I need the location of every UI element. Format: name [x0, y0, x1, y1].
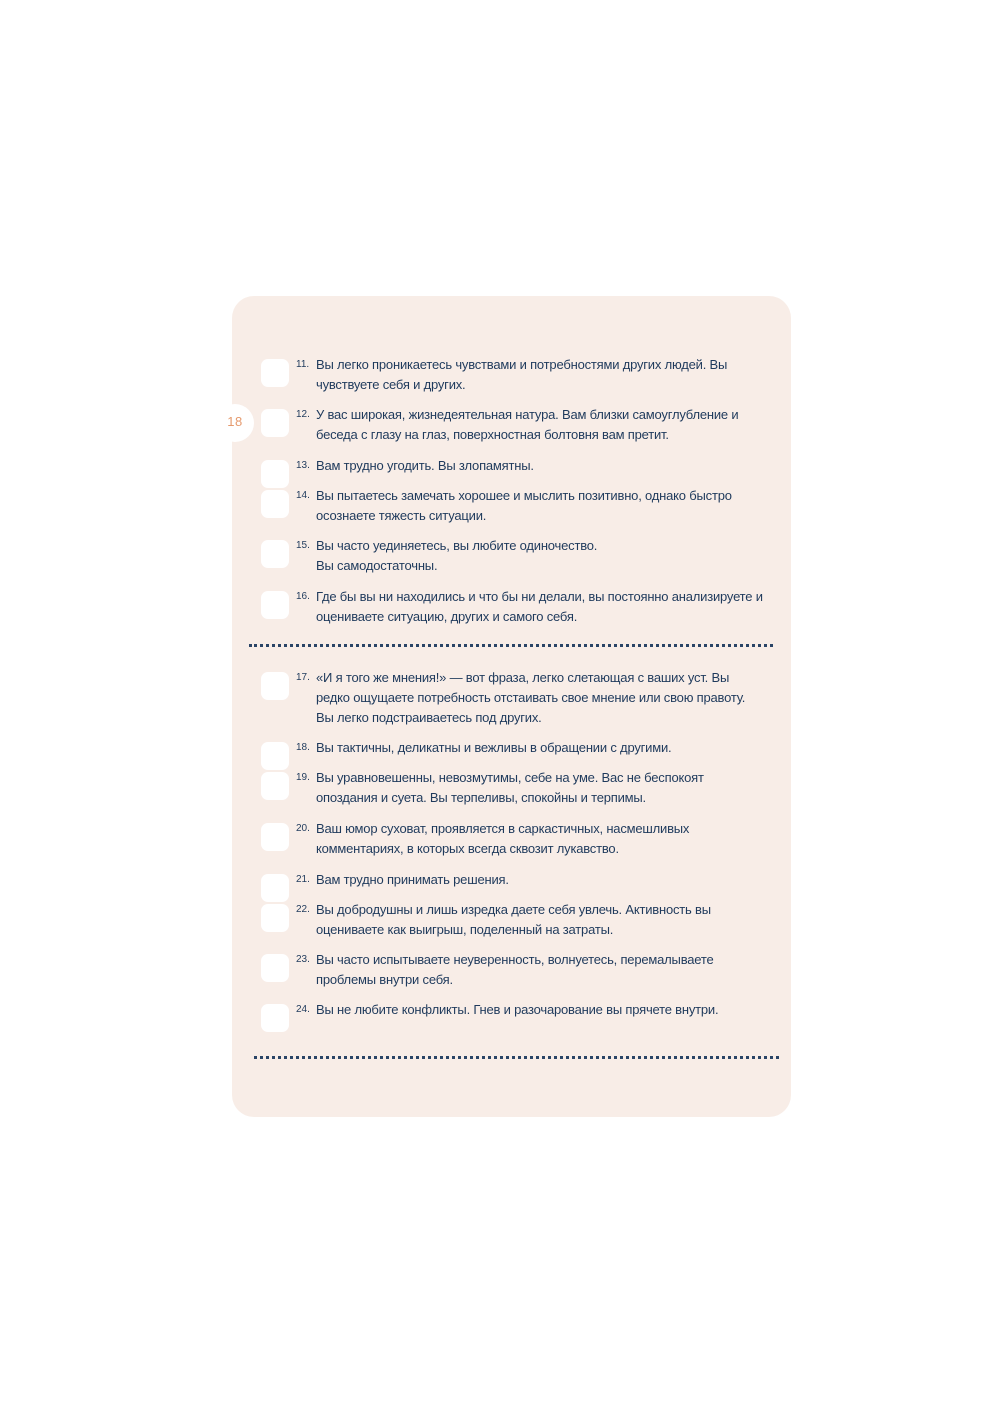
checkbox-item-23[interactable] [261, 954, 289, 982]
item-number: 11. [296, 359, 310, 370]
item-number: 15. [296, 540, 310, 551]
item-text: Вам трудно угодить. Вы злопамятны. [316, 458, 534, 473]
item-text: Вы тактичны, деликатны и вежливы в обращении с другими. [316, 740, 672, 755]
item-text: Ваш юмор суховат, проявляется в саркастичных, насмешливых комментариях, в которых всегда сквозит лукавство. [316, 821, 690, 856]
checkbox-item-16[interactable] [261, 591, 289, 619]
checkbox-item-12[interactable] [261, 409, 289, 437]
checkbox-item-20[interactable] [261, 823, 289, 851]
item-text: Вы часто уединяетесь, вы любите одиночество. Вы самодостаточны. [316, 538, 598, 573]
item-number: 12. [296, 409, 310, 420]
item-text: Вы добродушны и лишь изредка даете себя увлечь. Активность вы оцениваете как выигрыш, поделенный на затраты. [316, 902, 711, 937]
checkbox-item-13[interactable] [261, 460, 289, 488]
item-text: Вы не любите конфликты. Гнев и разочарование вы прячете внутри. [316, 1002, 719, 1017]
item-text: Вам трудно принимать решения. [316, 872, 509, 887]
bottom-divider [254, 1056, 779, 1059]
checkbox-item-19[interactable] [261, 772, 289, 800]
item-number: 17. [296, 672, 310, 683]
item-number: 13. [296, 460, 310, 471]
item-text: Вы уравновешенны, невозмутимы, себе на уме. Вас не беспокоят опоздания и суета. Вы терпеливы, спокойны и терпимы. [316, 770, 704, 805]
item-text: «И я того же мнения!» — вот фраза, легко слетающая с ваших уст. Вы редко ощущаете потребность отстаивать свое мнение или свою правоту. Вы легко подстраиваетесь под других. [316, 670, 746, 725]
item-text: У вас широкая, жизнедеятельная натура. Вам близки самоуглубление и беседа с глазу на глаз, поверхностная болтовня вам претит. [316, 407, 739, 442]
page-number: 18 [227, 414, 243, 429]
item-number: 18. [296, 742, 310, 753]
checkbox-item-21[interactable] [261, 874, 289, 902]
item-text: Где бы вы ни находились и что бы ни делали, вы постоянно анализируете и оцениваете ситуацию, других и самого себя. [316, 589, 763, 624]
item-text: Вы пытаетесь замечать хорошее и мыслить позитивно, однако быстро осознаете тяжесть ситуации. [316, 488, 732, 523]
checkbox-item-11[interactable] [261, 359, 289, 387]
item-number: 21. [296, 874, 310, 885]
checkbox-item-17[interactable] [261, 672, 289, 700]
checkbox-item-22[interactable] [261, 904, 289, 932]
item-number: 14. [296, 490, 310, 501]
section-divider [249, 644, 773, 647]
item-number: 22. [296, 904, 310, 915]
item-number: 23. [296, 954, 310, 965]
item-text: Вы часто испытываете неуверенность, волнуетесь, перемалываете проблемы внутри себя. [316, 952, 714, 987]
checkbox-item-24[interactable] [261, 1004, 289, 1032]
checkbox-item-15[interactable] [261, 540, 289, 568]
item-number: 19. [296, 772, 310, 783]
item-number: 16. [296, 591, 310, 602]
item-text: Вы легко проникаетесь чувствами и потребностями других людей. Вы чувствуете себя и других. [316, 357, 728, 392]
checkbox-item-18[interactable] [261, 742, 289, 770]
item-number: 24. [296, 1004, 310, 1015]
item-number: 20. [296, 823, 310, 834]
checkbox-item-14[interactable] [261, 490, 289, 518]
